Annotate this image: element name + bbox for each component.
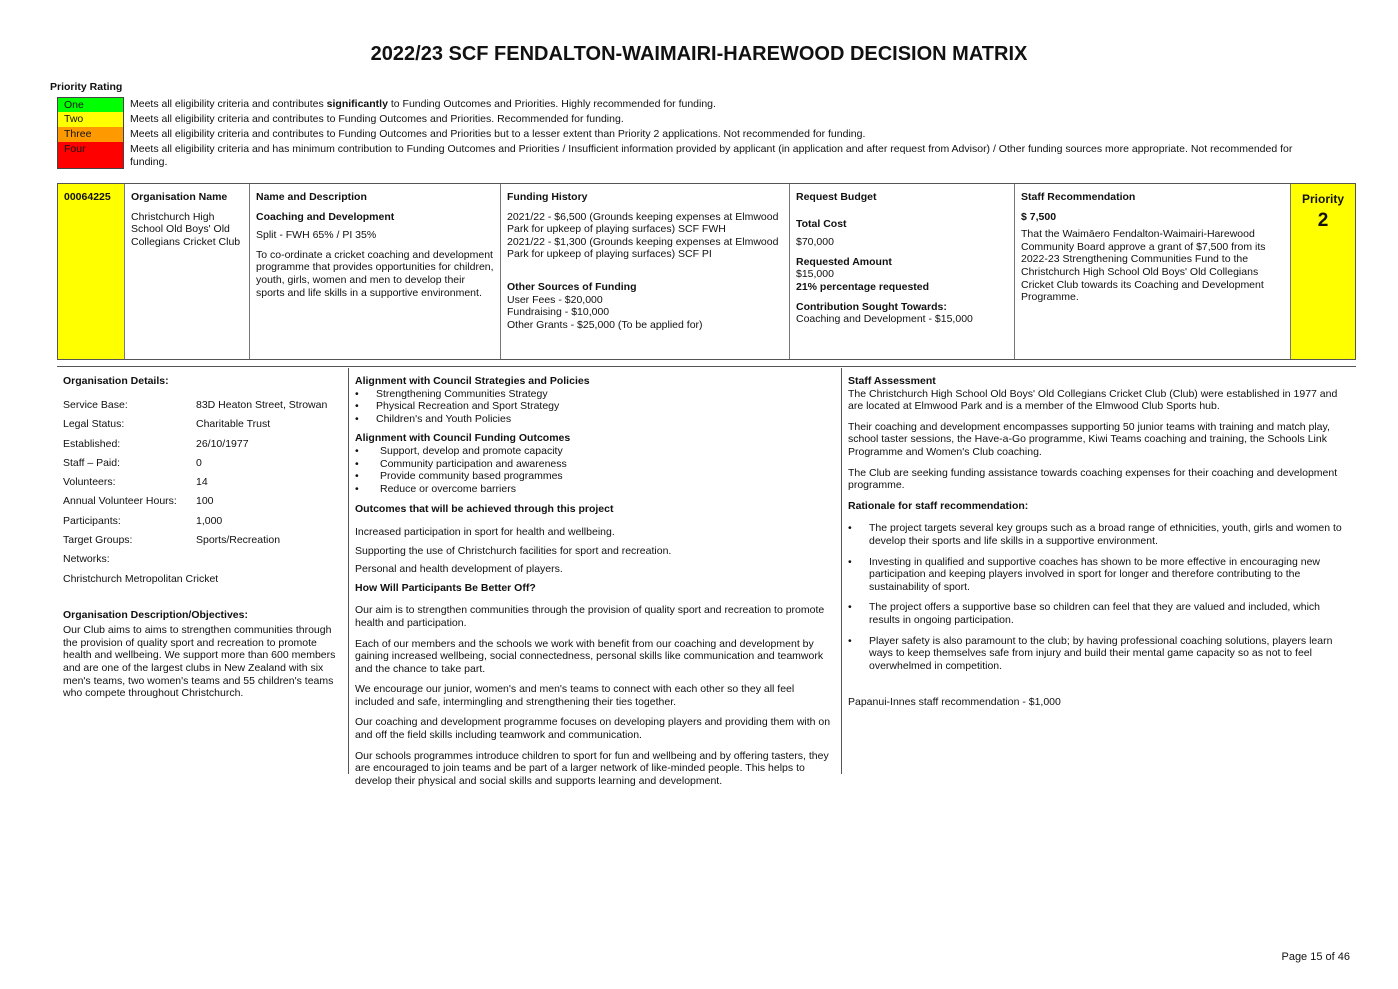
list-item: • The project offers a supportive base so children can feel that they are valued and included, which results in ongoing participation. xyxy=(848,601,1348,626)
organisation-details xyxy=(63,375,343,700)
funding-history-cell xyxy=(501,184,790,359)
project-name: Coaching and Development xyxy=(256,210,395,223)
papanui-recommendation: Papanui-Innes staff recommendation - $1,000 xyxy=(848,696,1061,709)
list-item: • The project targets several key groups such as a broad range of ethnicities, youth, girls and women to develop their sports and life skills in a supportive environment. xyxy=(848,522,1348,547)
rationale-list xyxy=(848,522,1348,672)
list-item: • Investing in qualified and supportive coaches has shown to be more effective in encouraging new participation and keeping players involved in sport for longer and therefore contributing to the sustainability of sport. xyxy=(848,556,1348,594)
better-off-paragraph: Each of our members and the schools we work with benefit from our coaching and development by gaining increased wellbeing, social connectedness, personal skills like communication and teamwork and the chance to take part. xyxy=(355,637,824,675)
network-name: Christchurch Metropolitan Cricket xyxy=(63,572,219,585)
project-split: Split - FWH 65% / PI 35% xyxy=(256,229,377,242)
priority-chip-one: One xyxy=(57,97,124,112)
list-item: • Support, develop and promote capacity xyxy=(355,445,835,458)
priority-heading: Priority xyxy=(1301,192,1344,206)
other-funding-item: User Fees - $20,000 xyxy=(507,293,603,306)
decision-matrix xyxy=(57,183,1356,360)
request-budget-heading: Request Budget xyxy=(796,191,877,203)
list-item: • Physical Recreation and Sport Strategy xyxy=(355,400,835,413)
better-off-paragraph: Our schools programmes introduce children to sport for fun and wellbeing and by offering tasters, they are encouraged to join teams and be part of a larger network of like-minded people. This helps to develop their physical and social skills and supports learning and development. xyxy=(355,749,829,787)
contribution-sought-label: Contribution Sought Towards: xyxy=(796,300,947,313)
alignment-section xyxy=(355,375,835,795)
other-funding-item: Other Grants - $25,000 (To be applied for) xyxy=(507,318,703,331)
org-description: Our Club aims to aims to strengthen communities through the provision of quality sport and recreation to promote health and wellbeing. We support more than 600 members and are one of the largest clubs in New Zealand with six men's teams, two women's teams and 55 children's teams who compete throughout Christchurch. xyxy=(63,624,336,700)
priority-cell xyxy=(1291,184,1355,359)
priority-desc-four: Meets all eligibility criteria and has minimum contribution to Funding Outcomes and Priorities / Insufficient information provided by applicant (in application and after request from Advisor) / Other funding sources more appropriate. Not recommended for funding. xyxy=(130,143,1293,168)
percentage-requested: 21% percentage requested xyxy=(796,280,930,293)
assessment-paragraph: Their coaching and development encompasses supporting 50 junior teams with training and match play, school taster sessions, the Have-a-Go programme, Kiwi Teams coaching and training, the Schools Link Programme and Women's Club coaching. xyxy=(848,420,1330,458)
rationale-heading: Rationale for staff recommendation: xyxy=(848,499,1029,512)
recommended-amount: $ 7,500 xyxy=(1021,210,1057,223)
better-off-paragraph: We encourage our junior, women's and men's teams to connect with each other so they all feel included and safe, intermingling and strengthening their ties together. xyxy=(355,683,795,708)
other-funding-item: Fundraising - $10,000 xyxy=(507,306,610,319)
page-title: 2022/23 SCF FENDALTON-WAIMAIRI-HAREWOOD DECISION MATRIX xyxy=(370,43,1028,65)
org-name-cell xyxy=(125,184,250,359)
total-cost-value: $70,000 xyxy=(796,236,834,249)
requested-amount-value: $15,000 xyxy=(796,268,834,281)
assessment-paragraph: The Christchurch High School Old Boys' Old Collegians Cricket Club (Club) were established in 1977 and are located at Elmwood Park and is a member of the Elmwood Club Sports hub. xyxy=(848,387,1338,413)
outcomes-list xyxy=(355,445,835,495)
priority-chip-three: Three xyxy=(57,127,124,142)
priority-value: 2 xyxy=(1317,210,1329,232)
org-description-heading: Organisation Description/Objectives: xyxy=(63,608,248,621)
priority-desc-three: Meets all eligibility criteria and contributes to Funding Outcomes and Priorities but to a lesser extent than Priority 2 applications. Not recommended for funding. xyxy=(130,128,866,140)
better-off-paragraph: Our coaching and development programme focuses on developing players and providing them with on and off the field skills including teamwork and communication. xyxy=(355,716,831,742)
detail-row: Legal Status: Charitable Trust xyxy=(63,418,271,431)
recommendation-text: That the Waimāero Fendalton-Waimairi-Harewood Community Board approve a grant of $7,500 from its 2022-23 Strengthening Communities Fund to the Christchurch High School Old Boys' Old Collegians Cricket Club towards its Coaching and Development Programme. xyxy=(1021,228,1266,304)
detail-row: Established: 26/10/1977 xyxy=(63,437,249,450)
list-item: • Strengthening Communities Strategy xyxy=(355,388,835,401)
page-number: Page 15 of 46 xyxy=(1281,951,1350,963)
funding-history-item: 2021/22 - $1,300 (Grounds keeping expenses at Elmwood Park for upkeep of playing surfaces) SCF PI xyxy=(507,235,779,261)
better-off-paragraph: Our aim is to strengthen communities through the provision of quality sport and recreation to promote health and participation. xyxy=(355,604,825,629)
staff-recommendation-heading: Staff Recommendation xyxy=(1021,191,1136,203)
project-heading: Name and Description xyxy=(256,191,367,203)
detail-row: Target Groups: Sports/Recreation xyxy=(63,534,281,547)
detail-row: Service Base: 83D Heaton Street, Strowan xyxy=(63,398,328,411)
priority-rating-label: Priority Rating xyxy=(50,81,123,93)
detail-row: Staff – Paid: 0 xyxy=(63,456,202,469)
application-id: 00064225 xyxy=(64,191,111,203)
list-item: • Reduce or overcome barriers xyxy=(355,483,835,496)
staff-recommendation-cell xyxy=(1015,184,1291,359)
project-description: To co-ordinate a cricket coaching and development programme that provides opportunities for children, youth, girls, women and men to develop their sports and life skills in a supportive environment. xyxy=(256,248,494,299)
column-divider xyxy=(348,368,349,774)
org-name: Christchurch High School Old Boys' Old Collegians Cricket Club xyxy=(131,210,241,248)
total-cost-label: Total Cost xyxy=(796,217,847,230)
achieved-item: Supporting the use of Christchurch facilities for sport and recreation. xyxy=(355,544,672,557)
section-divider xyxy=(57,366,1356,367)
staff-assessment xyxy=(848,375,1348,709)
list-item: • Provide community based programmes xyxy=(355,470,835,483)
strategies-list xyxy=(355,388,835,426)
other-funding-heading: Other Sources of Funding xyxy=(507,280,637,293)
priority-chip-four: Four xyxy=(57,142,124,169)
funding-history-heading: Funding History xyxy=(507,191,588,203)
list-item: • Community participation and awareness xyxy=(355,458,835,471)
detail-row: Participants: 1,000 xyxy=(63,514,223,527)
better-off-heading: How Will Participants Be Better Off? xyxy=(355,581,536,594)
assessment-paragraph: The Club are seeking funding assistance towards coaching expenses for their coaching and development programme. xyxy=(848,466,1338,492)
assessment-heading: Staff Assessment xyxy=(848,375,936,387)
detail-row: Networks: xyxy=(63,553,110,566)
strategies-heading: Alignment with Council Strategies and Policies xyxy=(355,375,590,387)
application-id-cell xyxy=(58,184,125,359)
outcomes-heading: Alignment with Council Funding Outcomes xyxy=(355,432,571,445)
achieved-heading: Outcomes that will be achieved through this project xyxy=(355,503,614,516)
detail-row: Volunteers: 14 xyxy=(63,476,208,489)
list-item: • Children's and Youth Policies xyxy=(355,413,835,426)
request-budget-cell xyxy=(790,184,1015,359)
priority-desc-two: Meets all eligibility criteria and contributes to Funding Outcomes and Priorities. Recommended for funding. xyxy=(130,113,624,125)
org-details-heading: Organisation Details: xyxy=(63,375,169,387)
column-divider xyxy=(841,368,842,774)
achieved-item: Increased participation in sport for health and wellbeing. xyxy=(355,525,615,538)
achieved-item: Personal and health development of players. xyxy=(355,563,563,576)
requested-amount-label: Requested Amount xyxy=(796,255,892,268)
list-item: • Player safety is also paramount to the club; by having professional coaching solutions, players learn ways to keep themselves safe from injury and build their mental game capacity so as not to feel overwhelmed in competition. xyxy=(848,635,1348,673)
priority-desc-one: Meets all eligibility criteria and contributes significantly to Funding Outcomes and Priorities. Highly recommended for funding. xyxy=(130,98,716,110)
funding-history-item: 2021/22 - $6,500 (Grounds keeping expenses at Elmwood Park for upkeep of playing surfaces) SCF FWH xyxy=(507,210,779,236)
detail-row: Annual Volunteer Hours: 100 xyxy=(63,495,214,508)
contribution-sought-value: Coaching and Development - $15,000 xyxy=(796,313,973,326)
priority-chip-two: Two xyxy=(57,112,124,127)
project-cell xyxy=(250,184,501,359)
org-name-heading: Organisation Name xyxy=(131,191,228,203)
